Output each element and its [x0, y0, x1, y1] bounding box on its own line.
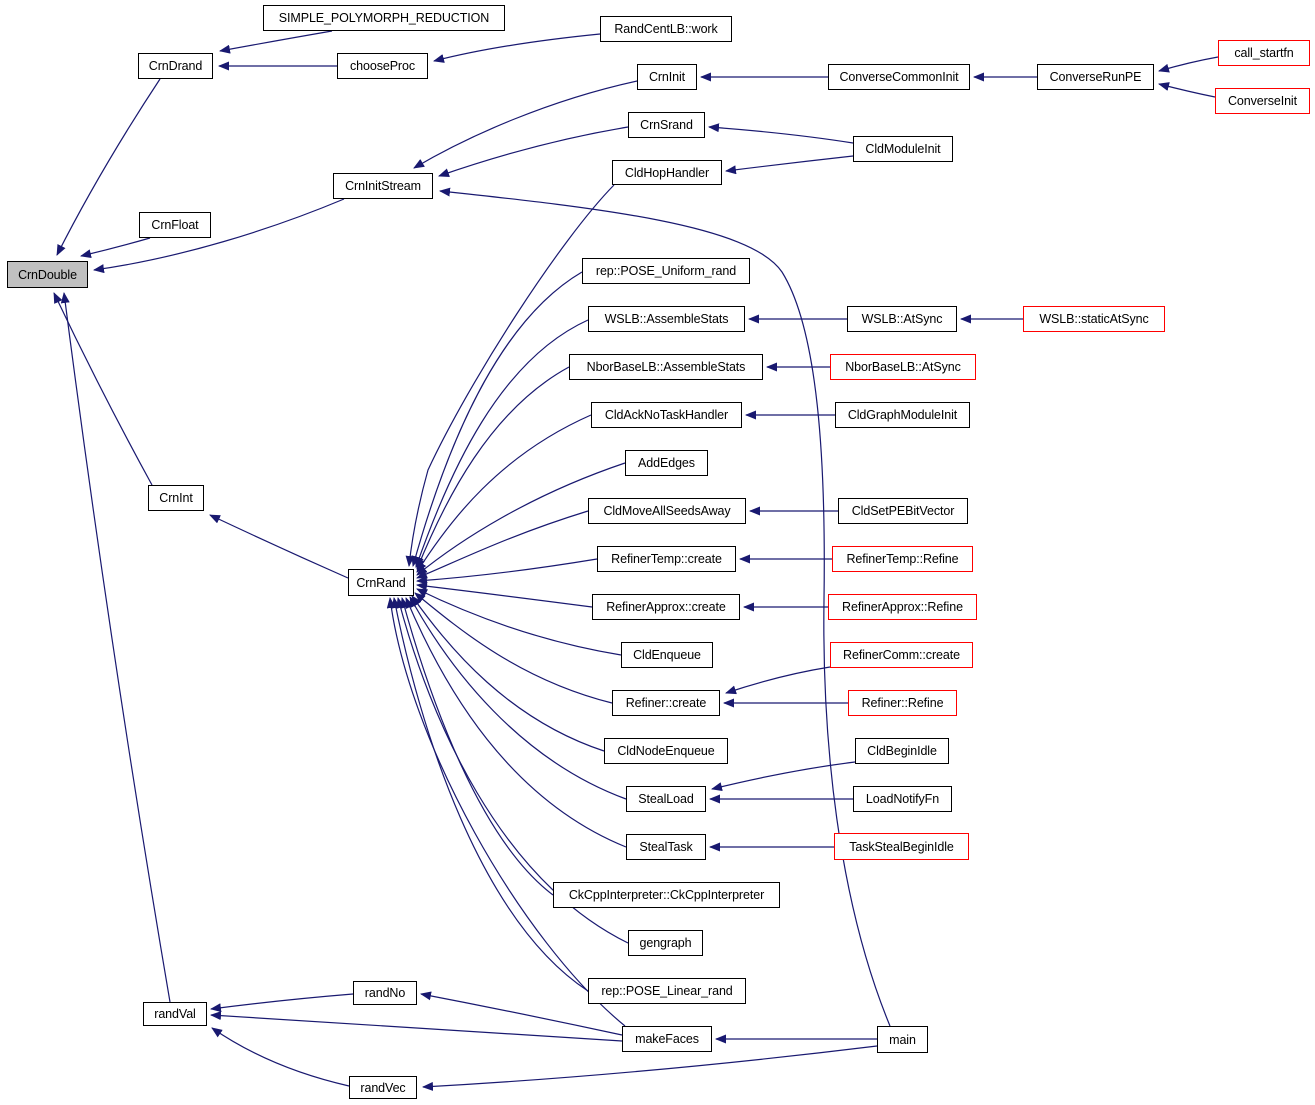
- graph-node-label: NborBaseLB::AtSync: [845, 360, 961, 374]
- graph-node-label: WSLB::staticAtSync: [1039, 312, 1149, 326]
- graph-node-label: CldAckNoTaskHandler: [604, 408, 729, 422]
- graph-node-label: Refiner::Refine: [861, 696, 944, 710]
- graph-node-RefinerApprox_create[interactable]: [592, 594, 740, 620]
- graph-node-chooseProc[interactable]: [337, 53, 428, 79]
- edge-RandCentLB_work-to-chooseProc: [434, 34, 600, 61]
- graph-node-label: RefinerComm::create: [843, 648, 960, 662]
- graph-node-label: CrnFloat: [151, 218, 199, 232]
- edge-randNo-to-randVal: [211, 994, 353, 1009]
- graph-node-label: CldEnqueue: [633, 648, 701, 662]
- graph-node-label: Refiner::create: [625, 696, 707, 710]
- graph-node-rep_POSE_Linear_rand[interactable]: [588, 978, 746, 1004]
- graph-node-label: LoadNotifyFn: [865, 792, 940, 806]
- graph-node-label: CrnSrand: [640, 118, 693, 132]
- graph-node-label: CrnInitStream: [345, 179, 421, 193]
- graph-node-TaskStealBeginIdle[interactable]: [834, 833, 969, 860]
- graph-node-ConverseInit[interactable]: [1215, 88, 1310, 114]
- graph-node-label: StealTask: [639, 840, 693, 854]
- graph-node-CkCppInterpreter_CkCppInterpreter[interactable]: [553, 882, 780, 908]
- edge-CldModuleInit-to-CldHopHandler: [726, 156, 853, 171]
- graph-node-RefinerApprox_Refine[interactable]: [828, 594, 977, 620]
- edge-CkCppInterpreter_CkCppInterpreter-to-CrnRand: [402, 598, 553, 895]
- graph-node-label: RefinerTemp::create: [611, 552, 722, 566]
- graph-node-label: CldNodeEnqueue: [617, 744, 715, 758]
- graph-node-label: randNo: [364, 986, 406, 1000]
- edge-CrnInit-to-CrnInitStream: [414, 81, 637, 168]
- graph-node-label: RefinerApprox::Refine: [842, 600, 963, 614]
- edge-rep_POSE_Linear_rand-to-CrnRand: [394, 598, 588, 991]
- edge-CldMoveAllSeedsAway-to-CrnRand: [417, 511, 588, 578]
- graph-node-CldBeginIdle[interactable]: [855, 738, 949, 764]
- graph-node-CldHopHandler[interactable]: [612, 160, 722, 185]
- graph-node-label: gengraph: [639, 936, 692, 950]
- edge-WSLB_AssembleStats-to-CrnRand: [416, 320, 588, 567]
- graph-node-StealLoad[interactable]: [626, 786, 706, 812]
- graph-node-CrnSrand[interactable]: [628, 112, 705, 138]
- graph-node-label: ConverseCommonInit: [839, 70, 959, 84]
- graph-node-label: CldModuleInit: [865, 142, 941, 156]
- graph-node-label: ConverseInit: [1228, 94, 1297, 108]
- graph-node-label: SIMPLE_POLYMORPH_REDUCTION: [278, 11, 490, 25]
- graph-node-label: ConverseRunPE: [1049, 70, 1142, 84]
- graph-node-ConverseCommonInit[interactable]: [828, 64, 970, 90]
- graph-node-CrnInit[interactable]: [637, 64, 697, 90]
- graph-node-CldSetPEBitVector[interactable]: [838, 498, 968, 524]
- graph-node-LoadNotifyFn[interactable]: [853, 786, 952, 812]
- graph-node-CrnInitStream[interactable]: [333, 173, 433, 199]
- graph-node-label: makeFaces: [635, 1032, 699, 1046]
- edge-randVal-to-CrnDouble: [64, 293, 170, 1002]
- edge-CldNodeEnqueue-to-CrnRand: [412, 596, 604, 751]
- graph-node-label: RefinerApprox::create: [606, 600, 726, 614]
- graph-node-CldMoveAllSeedsAway[interactable]: [588, 498, 746, 524]
- graph-node-ConverseRunPE[interactable]: [1037, 64, 1154, 90]
- graph-node-WSLB_AssembleStats[interactable]: [588, 306, 745, 332]
- graph-node-label: StealLoad: [638, 792, 694, 806]
- edge-CldModuleInit-to-CrnSrand: [709, 127, 853, 143]
- graph-node-RandCentLB_work[interactable]: [600, 16, 732, 42]
- graph-node-randVal[interactable]: [143, 1002, 207, 1026]
- edge-CrnRand-to-CrnInt: [210, 515, 348, 578]
- graph-node-NborBaseLB_AssembleStats[interactable]: [569, 354, 763, 380]
- graph-node-label: CkCppInterpreter::CkCppInterpreter: [568, 888, 765, 902]
- graph-node-call_startfn[interactable]: [1218, 40, 1310, 66]
- graph-node-WSLB_staticAtSync[interactable]: [1023, 306, 1165, 332]
- graph-node-randNo[interactable]: [353, 981, 417, 1005]
- graph-node-StealTask[interactable]: [626, 834, 706, 860]
- edge-makeFaces-to-randVal: [211, 1015, 622, 1041]
- edge-randVec-to-randVal: [212, 1028, 349, 1086]
- graph-node-label: CrnDouble: [18, 267, 77, 282]
- graph-node-label: TaskStealBeginIdle: [849, 839, 954, 854]
- graph-node-label: CrnDrand: [148, 59, 203, 73]
- edge-CrnInitStream-to-CrnDouble: [94, 199, 344, 270]
- graph-node-label: call_startfn: [1234, 46, 1294, 60]
- graph-node-label: CrnInt: [159, 491, 193, 505]
- graph-node-CldAckNoTaskHandler[interactable]: [591, 402, 742, 428]
- graph-node-label: rep::POSE_Linear_rand: [601, 984, 733, 998]
- graph-node-SIMPLE_POLYMORPH_REDUCTION[interactable]: [263, 5, 505, 31]
- graph-node-gengraph[interactable]: [628, 930, 703, 956]
- graph-node-label: WSLB::AtSync: [861, 312, 943, 326]
- graph-node-label: rep::POSE_Uniform_rand: [595, 264, 737, 278]
- edge-StealTask-to-CrnRand: [406, 598, 626, 847]
- graph-node-label: CrnInit: [648, 70, 686, 84]
- edge-CrnSrand-to-CrnInitStream: [439, 127, 628, 176]
- graph-node-label: CldMoveAllSeedsAway: [603, 504, 731, 518]
- graph-node-label: CldHopHandler: [624, 165, 710, 180]
- graph-node-label: NborBaseLB::AssembleStats: [586, 360, 746, 374]
- graph-node-CrnInt[interactable]: [148, 485, 204, 511]
- graph-node-CrnDouble[interactable]: [7, 261, 88, 288]
- graph-node-label: randVec: [360, 1080, 406, 1095]
- edge-SIMPLE_POLYMORPH_REDUCTION-to-CrnDrand: [220, 31, 332, 51]
- edge-CrnFloat-to-CrnDouble: [81, 238, 150, 256]
- graph-node-label: CrnRand: [356, 575, 406, 590]
- edge-CldBeginIdle-to-StealLoad: [712, 762, 855, 789]
- graph-node-label: main: [889, 1032, 916, 1047]
- graph-node-label: WSLB::AssembleStats: [604, 312, 729, 326]
- graph-node-CrnRand[interactable]: [348, 569, 414, 596]
- graph-node-Refiner_create[interactable]: [612, 690, 720, 716]
- graph-node-AddEdges[interactable]: [625, 450, 708, 476]
- graph-node-CldGraphModuleInit[interactable]: [835, 402, 970, 428]
- edge-makeFaces-to-CrnRand: [390, 598, 625, 1026]
- graph-node-label: CldBeginIdle: [867, 744, 937, 758]
- graph-node-label: RefinerTemp::Refine: [846, 552, 959, 566]
- graph-node-rep_POSE_Uniform_rand[interactable]: [582, 258, 750, 284]
- graph-node-CldNodeEnqueue[interactable]: [604, 738, 728, 764]
- graph-node-Refiner_Refine[interactable]: [848, 690, 957, 716]
- edge-CrnInt-to-CrnDouble: [54, 293, 152, 485]
- graph-node-randVec[interactable]: [349, 1076, 417, 1099]
- graph-node-WSLB_AtSync[interactable]: [847, 306, 957, 332]
- edge-ConverseInit-to-ConverseRunPE: [1159, 84, 1215, 97]
- graph-node-RefinerComm_create[interactable]: [830, 642, 973, 668]
- graph-node-CldEnqueue[interactable]: [621, 642, 713, 668]
- graph-node-label: CldSetPEBitVector: [851, 504, 955, 518]
- graph-node-CrnFloat[interactable]: [139, 212, 211, 238]
- graph-node-label: randVal: [154, 1007, 196, 1021]
- graph-node-NborBaseLB_AtSync[interactable]: [830, 354, 976, 380]
- graph-node-main[interactable]: [877, 1026, 928, 1053]
- edge-CldEnqueue-to-CrnRand: [417, 589, 621, 655]
- edge-RefinerComm_create-to-Refiner_create: [726, 667, 830, 693]
- graph-node-RefinerTemp_Refine[interactable]: [832, 546, 973, 572]
- graph-node-makeFaces[interactable]: [622, 1026, 712, 1052]
- graph-node-CrnDrand[interactable]: [138, 53, 213, 79]
- edge-RefinerTemp_create-to-CrnRand: [417, 559, 597, 581]
- graph-node-label: RandCentLB::work: [614, 22, 718, 36]
- graph-node-RefinerTemp_create[interactable]: [597, 546, 736, 572]
- graph-node-CldModuleInit[interactable]: [853, 136, 953, 162]
- edge-main-to-randVec: [423, 1046, 877, 1087]
- graph-node-label: chooseProc: [349, 59, 415, 73]
- edge-call_startfn-to-ConverseRunPE: [1159, 57, 1218, 71]
- graph-node-label: AddEdges: [638, 456, 695, 470]
- edge-RefinerApprox_create-to-CrnRand: [417, 585, 592, 607]
- graph-node-label: CldGraphModuleInit: [847, 408, 958, 422]
